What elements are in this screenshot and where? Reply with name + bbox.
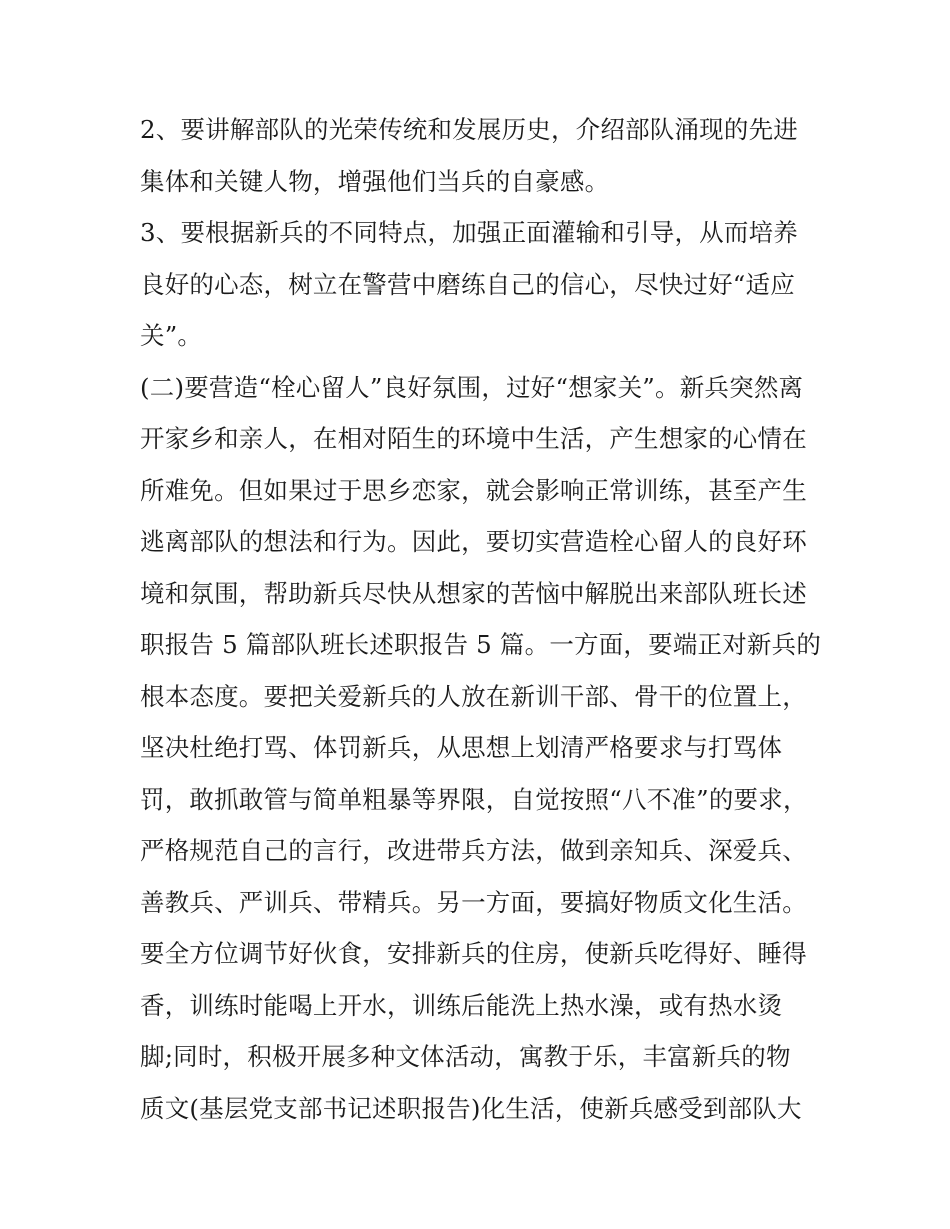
text-line: 香，训练时能喝上开水，训练后能洗上热水澡，或有热水烫 (140, 990, 783, 1020)
text-line: 关”。 (140, 321, 203, 350)
text-line: 2、要讲解部队的光荣传统和发展历史，介绍部队涌现的先进 (140, 115, 798, 144)
text-line: 集体和关键人物，增强他们当兵的自豪感。 (140, 166, 610, 196)
text-line: 逃离部队的想法和行为。因此，要切实营造栓心留人的良好环 (140, 527, 807, 556)
text-line: 质文(基层党支部书记述职报告)化生活，使新兵感受到部队大 (140, 1093, 802, 1123)
body-text (140, 104, 820, 1134)
text-line: 坚决杜绝打骂、体罚新兵，从思想上划清严格要求与打骂体 (140, 733, 783, 762)
text-line: 善教兵、严训兵、带精兵。另一方面，要搞好物质文化生活。 (140, 887, 807, 917)
text-line: 所难免。但如果过于思乡恋家，就会影响正常训练，甚至产生 (140, 475, 807, 505)
text-line: 严格规范自己的言行，改进带兵方法，做到亲知兵、深爱兵、 (140, 836, 807, 865)
text-line: 职报告 5 篇部队班长述职报告 5 篇。一方面，要端正对新兵的 (140, 630, 822, 659)
text-line: 根本态度。要把关爱新兵的人放在新训干部、骨干的位置上， (140, 681, 807, 711)
text-line: 罚，敢抓敢管与简单粗暴等界限，自觉按照“八不准”的要求， (140, 784, 808, 814)
text-line: 开家乡和亲人，在相对陌生的环境中生活，产生想家的心情在 (140, 424, 807, 453)
text-line: 境和氛围，帮助新兵尽快从想家的苦恼中解脱出来部队班长述 (140, 578, 807, 608)
text-line: 良好的心态，树立在警营中磨练自己的信心，尽快过好“适应 (140, 269, 795, 299)
text-line: 要全方位调节好伙食，安排新兵的住房，使新兵吃得好、睡得 (140, 939, 807, 968)
text-line: 脚;同时，积极开展多种文体活动，寓教于乐，丰富新兵的物 (140, 1042, 791, 1071)
text-line: 3、要根据新兵的不同特点，加强正面灌输和引导，从而培养 (140, 218, 798, 247)
text-line: (二)要营造“栓心留人”良好氛围，过好“想家关”。新兵突然离 (140, 372, 804, 402)
